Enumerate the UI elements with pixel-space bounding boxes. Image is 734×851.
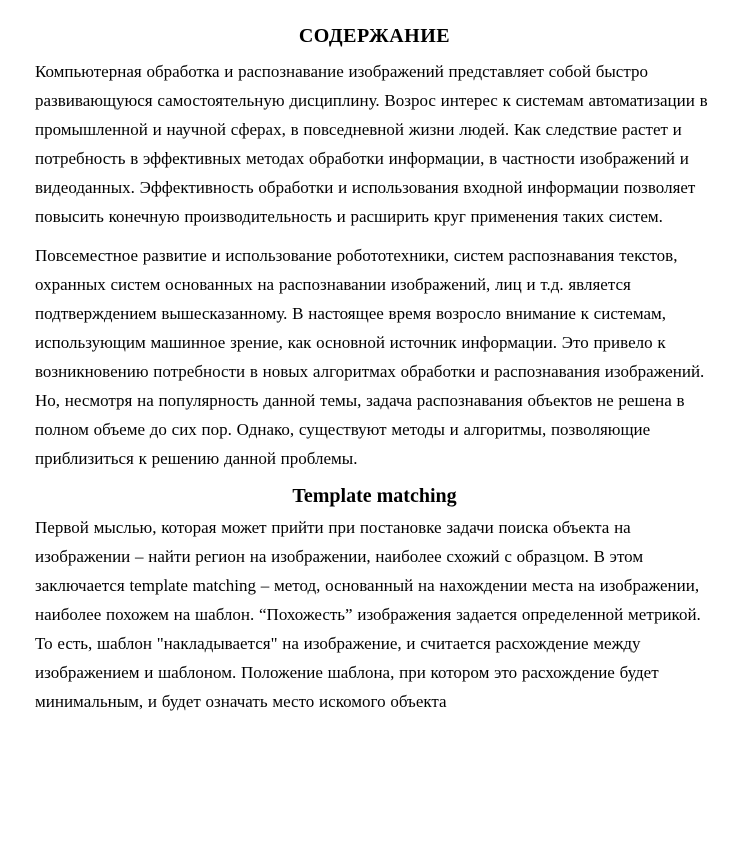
section-heading-template-matching: Template matching (292, 485, 457, 507)
intro-paragraph-1: Компьютерная обработка и распознавание изображений представляет собой быстро развивающуюся самостоятельную дисциплину. Возрос интерес к системам автоматизации в промышленной и научной сферах, в повседневной жизни людей. Как следствие растет и потребность в эффективных методах обработки информации, в частности изображений и видеоданных. Эффективность обработки и использования входной информации позволяет повысить конечную производительность и расширить круг применения таких систем. (35, 62, 708, 226)
intro-paragraph-2: Повсеместное развитие и использование робототехники, систем распознавания текстов, охранных систем основанных на распознавании изображений, лиц и т.д. является подтверждением вышесказанному. В настоящее время возросло внимание к системам, использующим машинное зрение, как основной источник информации. Это привело к возникновению потребности в новых алгоритмах обработки и распознавания изображений. Но, несмотря на популярность данной темы, задача распознавания объектов не решена в полном объеме до сих пор. Однако, существуют методы и алгоритмы, позволяющие приблизиться к решению данной проблемы. (35, 246, 705, 468)
section-paragraph-1: Первой мыслью, которая может прийти при постановке задачи поиска объекта на изображении – найти регион на изображении, наиболее схожий с образцом. В этом заключается template matching – метод, основанный на нахождении места на изображении, наиболее похожем на шаблон. “Похожесть” изображения задается определенной метрикой. То есть, шаблон "накладывается" на изображение, и считается расхождение между изображением и шаблоном. Положение шаблона, при котором это расхождение будет минимальным, и будет означать место искомого объекта (35, 518, 701, 711)
document-title: СОДЕРЖАНИЕ (298, 25, 451, 47)
